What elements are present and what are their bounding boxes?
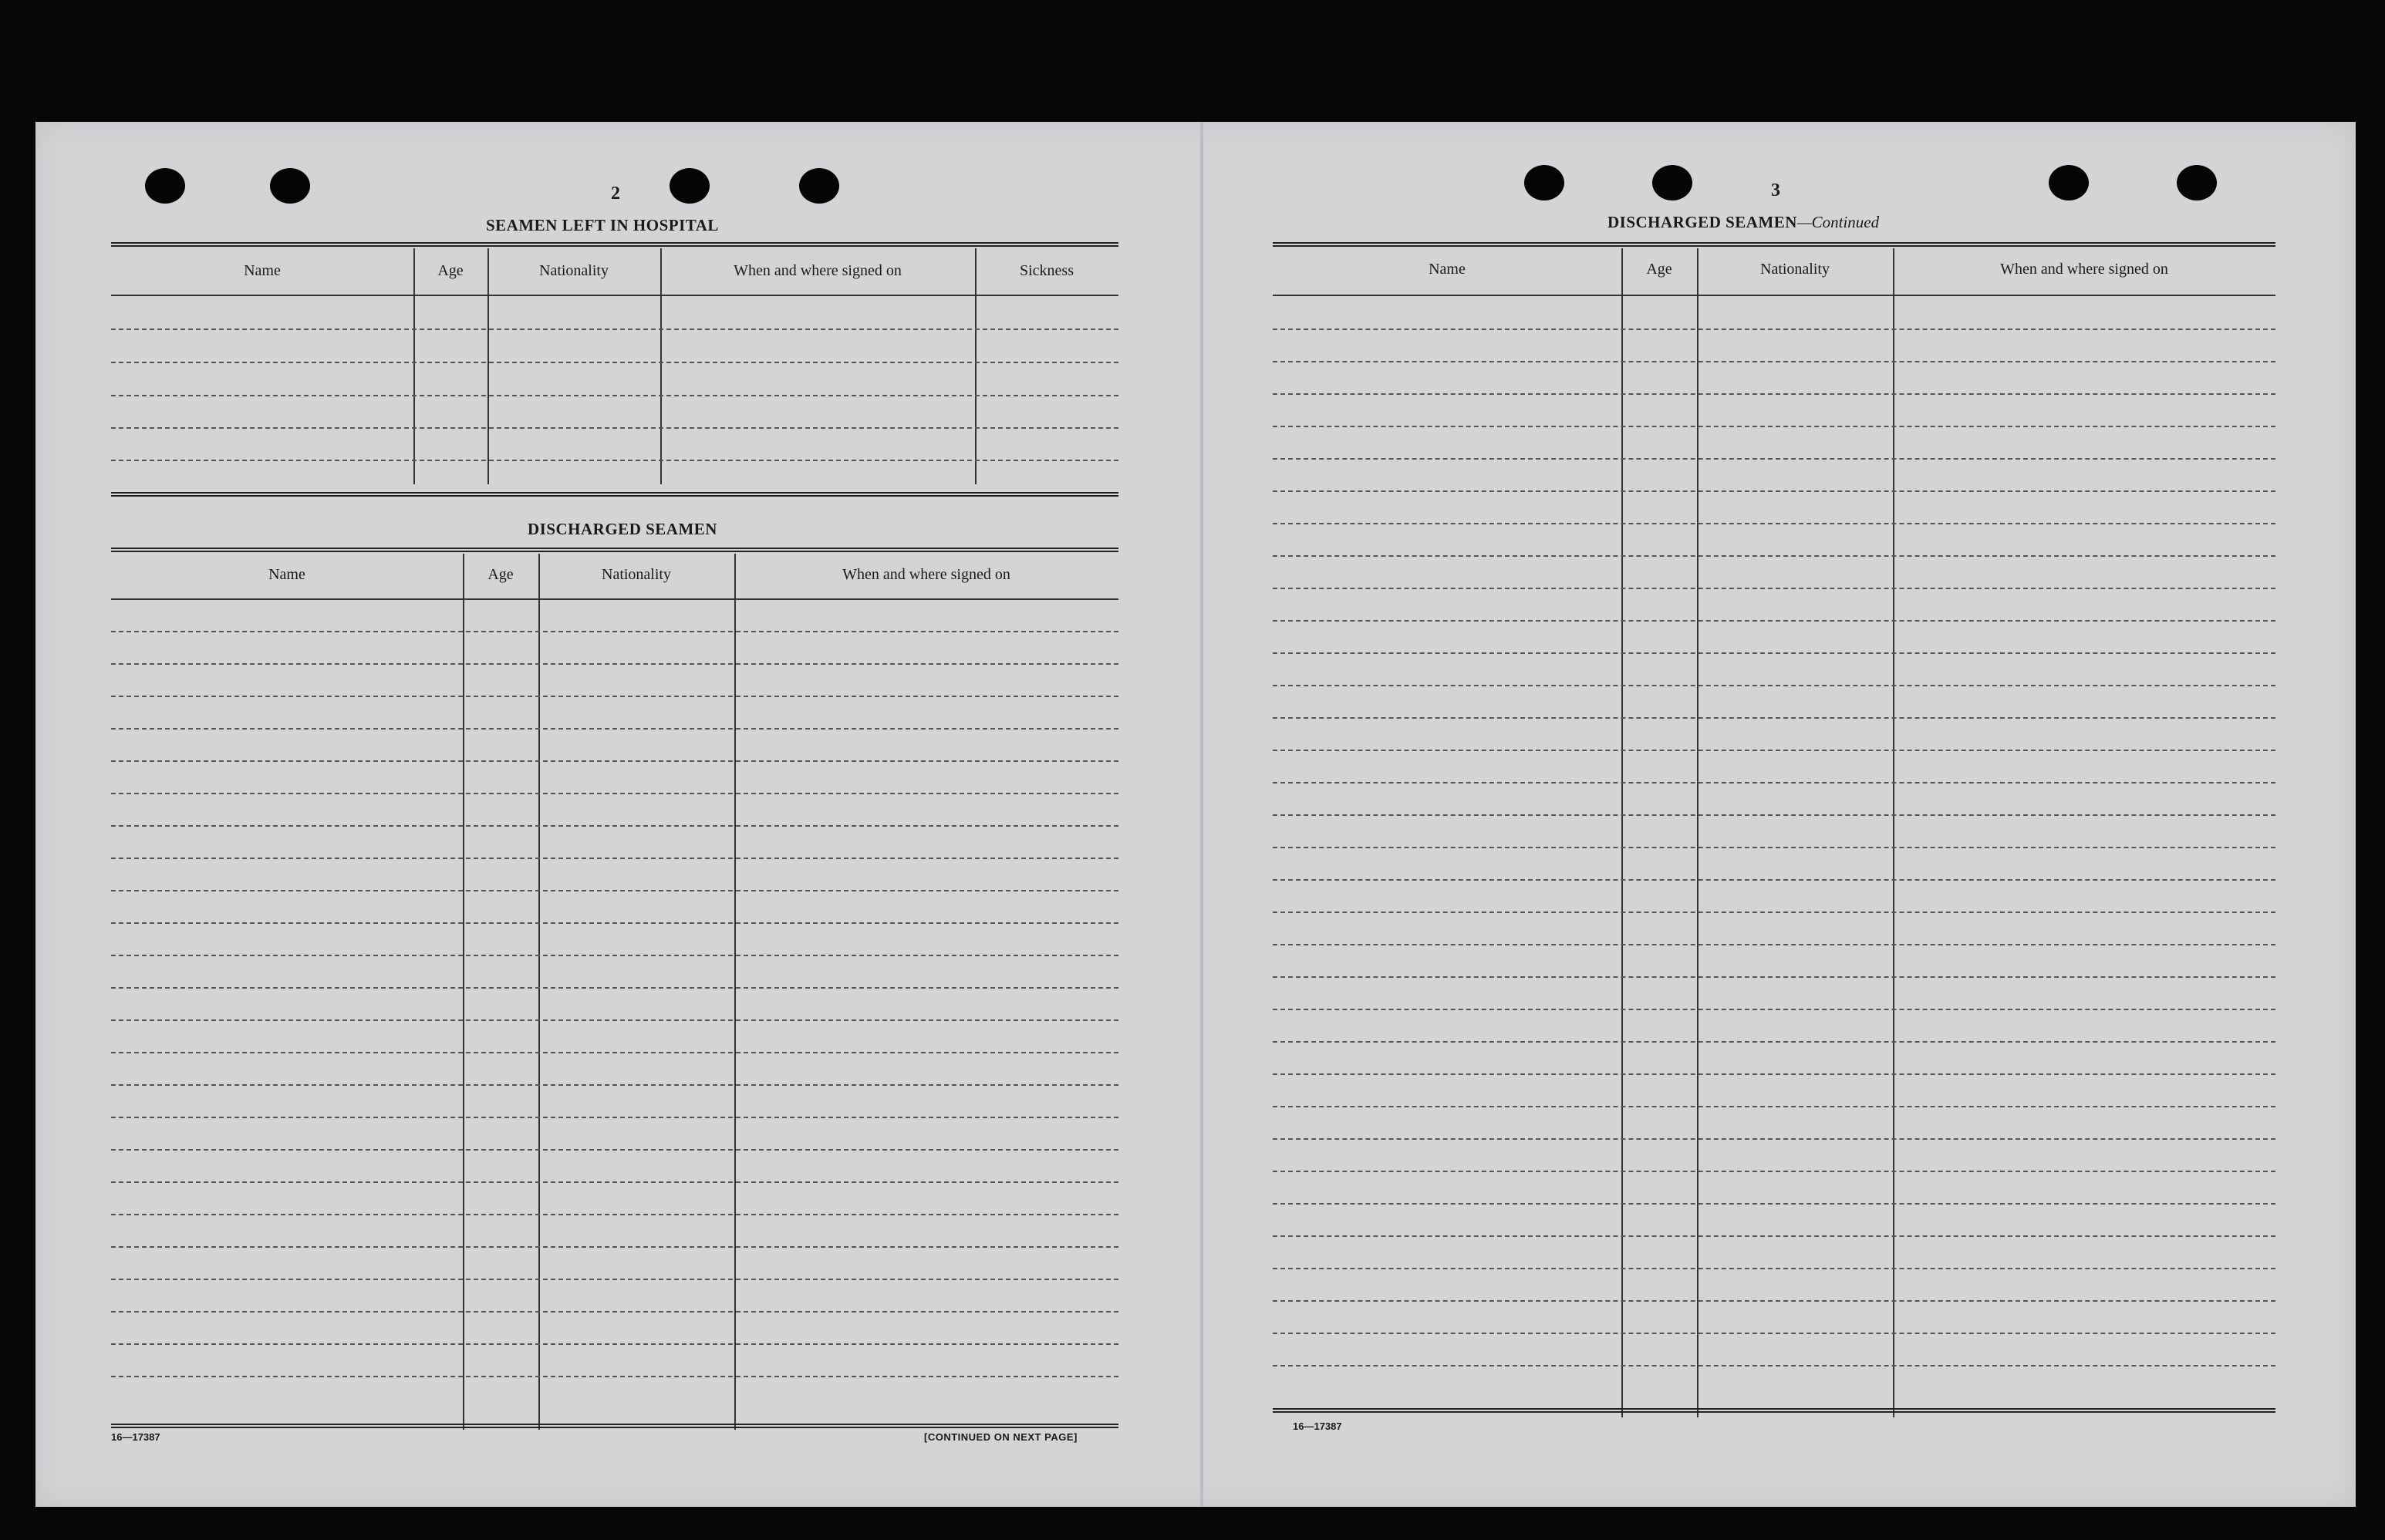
punch-hole: [270, 168, 310, 204]
continued-note: [CONTINUED ON NEXT PAGE]: [924, 1431, 1078, 1443]
column-header-name: Name: [1429, 261, 1466, 278]
column-header-when-where: When and where signed on: [734, 262, 902, 279]
hospital-table: [111, 242, 1118, 501]
discharged-table-right: [1273, 242, 2275, 1414]
column-header-nationality: Nationality: [539, 262, 609, 279]
page-number-left: 2: [611, 184, 620, 204]
section-title-suffix: —Continued: [1796, 213, 1880, 231]
page-number-right: 3: [1771, 180, 1780, 201]
discharged-table-left: [111, 548, 1118, 1427]
column-header-age: Age: [437, 262, 464, 279]
punch-hole: [145, 168, 185, 204]
section-title-text: DISCHARGED SEAMEN: [1607, 213, 1797, 231]
page-fold: [1200, 122, 1203, 1507]
column-header-when-where: When and where signed on: [842, 566, 1010, 583]
discharged-section-title-left: DISCHARGED SEAMEN: [528, 520, 717, 538]
column-header-age: Age: [487, 566, 514, 583]
form-number-right: 16—17387: [1293, 1420, 1342, 1432]
discharged-section-title-right: [1607, 213, 1879, 232]
punch-hole: [1652, 165, 1692, 201]
column-header-nationality: Nationality: [1760, 261, 1830, 278]
form-number-left: 16—17387: [111, 1431, 160, 1443]
column-header-name: Name: [244, 262, 281, 279]
hospital-section-title: SEAMEN LEFT IN HOSPITAL: [486, 216, 719, 234]
punch-hole: [2177, 165, 2217, 201]
column-header-when-where: When and where signed on: [2000, 261, 2168, 278]
punch-hole: [1524, 165, 1564, 201]
punch-hole: [2049, 165, 2089, 201]
punch-hole: [799, 168, 839, 204]
column-header-nationality: Nationality: [602, 566, 671, 583]
column-header-age: Age: [1646, 261, 1672, 278]
punch-hole: [670, 168, 710, 204]
column-header-name: Name: [268, 566, 305, 583]
column-header-sickness: Sickness: [1020, 262, 1074, 279]
